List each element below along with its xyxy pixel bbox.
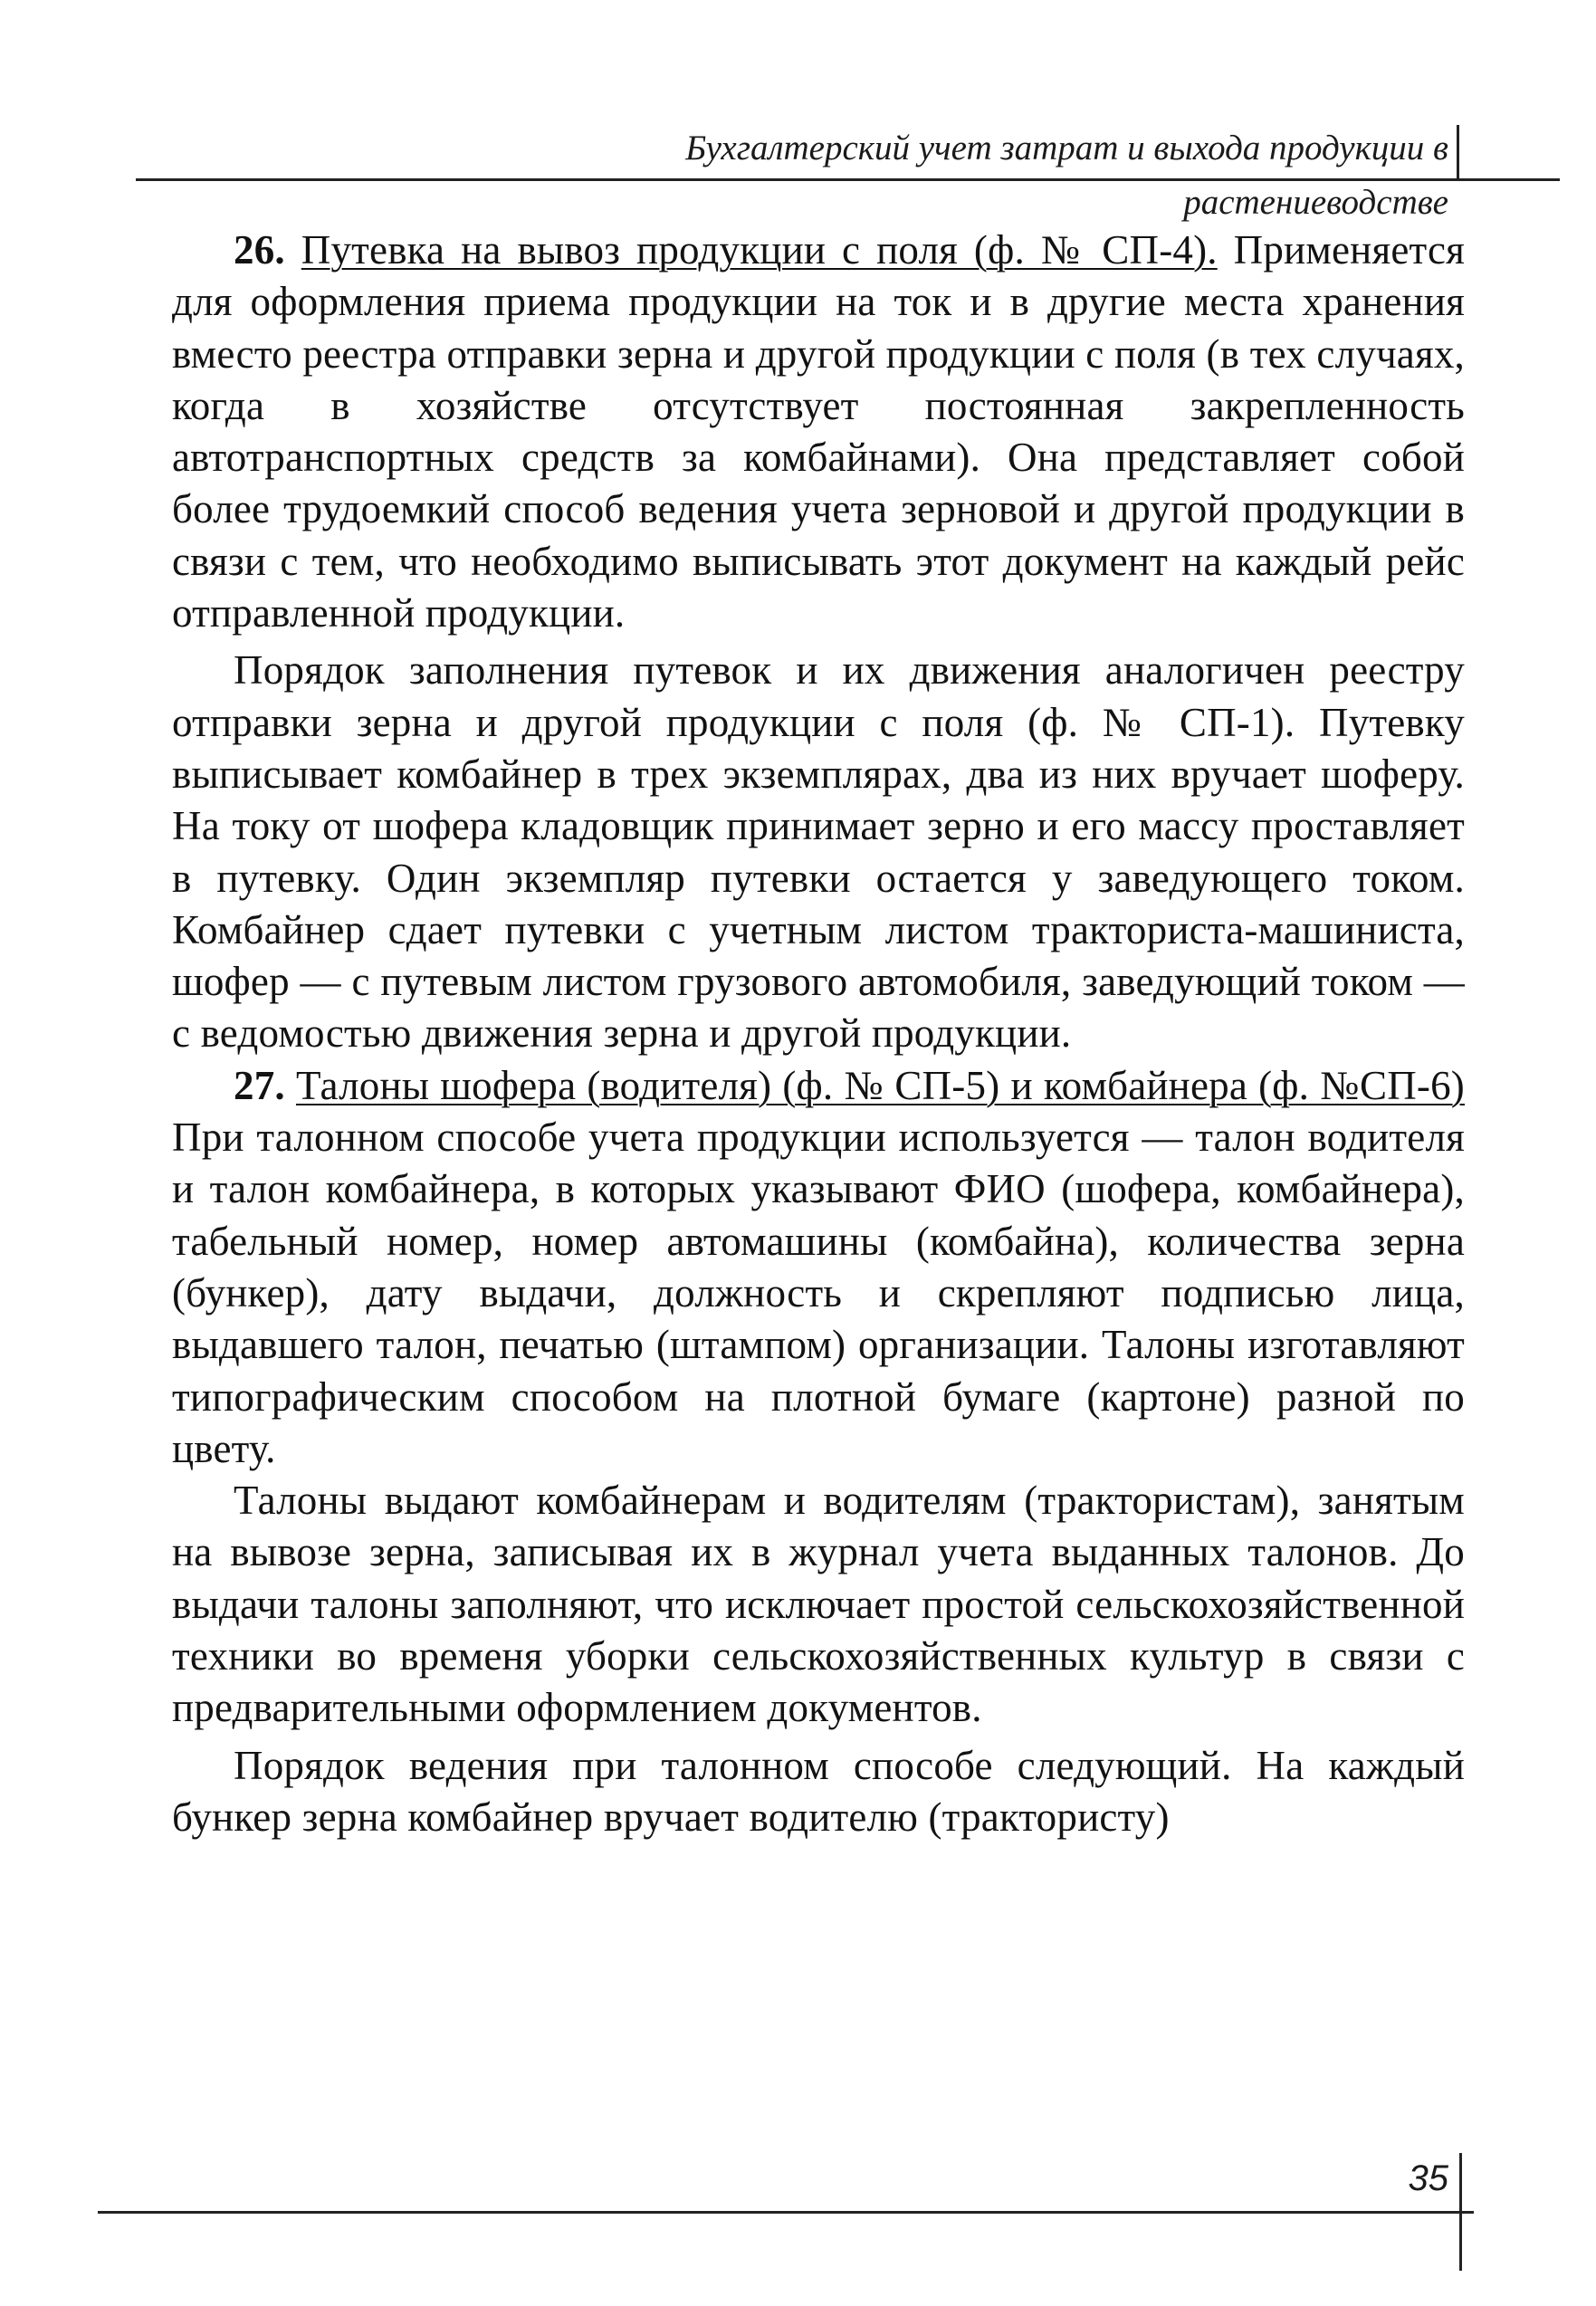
paragraph-27 — [172, 1060, 1465, 1475]
paragraph-26 — [172, 225, 1465, 639]
section-title-link: Путевка на вывоз продукции с поля (ф. № СП-4). — [301, 227, 1218, 273]
section-number: 27. — [234, 1062, 285, 1108]
body-text — [172, 225, 1465, 1843]
paragraph-text: При талонном способе учета продукции используется — талон водителя и талон комбайнера, в которых указывают ФИО (шофера, комбайнера), табельный номер, номер автомашины (комбайна), количества зерна (бункер), дату выдачи, должность и скрепляют подписью лица, выдавшего талон, печатью (штампом) организации. Талоны изготавляют типографическим способом на плотной бумаге (картоне) разной по цвету. — [172, 1115, 1465, 1471]
header-tick — [1457, 125, 1459, 181]
section-number: 26. — [234, 227, 285, 273]
paragraph-order: Порядок ведения при талонном способе следующий. На каждый бункер зерна комбайнер вручает водителю (трактористу) — [172, 1742, 1465, 1840]
paragraph-procedure: Порядок заполнения путевок и их движения аналогичен реестру отправки зерна и другой продукции с поля (ф. № СП-1). Путевку выписывает комбайнер в трех экземплярах, два из них вручает шоферу. На току от шофера кладовщик принимает зерно и его массу проставляет в путевку. Один экземпляр путевки остается у заведующего током. Комбайнер сдает путевки с учетным листом тракториста-машиниста, шофер — с путевым листом грузового автомобиля, заведующий током — с ведомостью движения зерна и другой продукции. — [172, 647, 1465, 1057]
paragraph-text: Применяется для оформления приема продукции на ток и в другие места хранения вместо реестра отправки зерна и другой продукции с поля (в тех случаях, когда в хозяйстве отсутствует постоянная закрепленность автотранспортных средств за комбайнами). Она представляет собой более трудоемкий способ ведения учета зерновой и другой продукции в связи с тем, что необходимо выписывать этот документ на каждый рейс отправленной продукции. — [172, 227, 1466, 636]
paragraph-coupons: Талоны выдают комбайнерам и водителям (трактористам), занятым на вывозе зерна, записывая их в журнал учета выданных талонов. До выдачи талоны заполняют, что исключает простой сельскохозяйственной техники во временя уборки сельскохозяйственных культур в связи с предварительными оформлением документов. — [172, 1478, 1465, 1731]
page-number: 35 — [1408, 2158, 1448, 2198]
header-rule — [136, 178, 1560, 181]
running-header: Бухгалтерский учет затрат и выхода продукции в растениеводстве — [685, 129, 1448, 222]
footer-rule — [98, 2211, 1474, 2214]
section-title-link: Талоны шофера (водителя) (ф. № СП-5) и комбайнера (ф. №СП-6) — [295, 1062, 1465, 1108]
